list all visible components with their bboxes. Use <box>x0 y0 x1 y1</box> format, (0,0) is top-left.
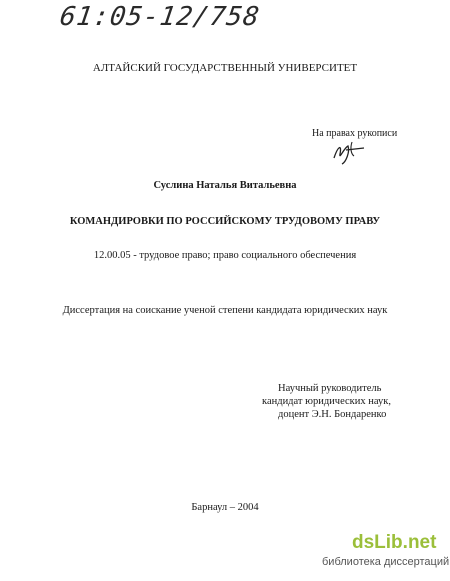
specialty-code: 12.00.05 - трудовое право; право социального обеспечения <box>93 250 357 261</box>
watermark-logo[interactable]: dsLib.net <box>352 532 437 553</box>
handwritten-signature-icon <box>330 138 370 171</box>
author-name: Суслина Наталья Витальевна <box>153 180 297 191</box>
watermark-subtitle: библиотека диссертаций <box>322 556 450 568</box>
university-name: АЛТАЙСКИЙ ГОСУДАРСТВЕННЫЙ УНИВЕРСИТЕТ <box>92 62 358 74</box>
supervisor-role: Научный руководитель <box>278 383 382 394</box>
supervisor-degree: кандидат юридических наук, <box>262 396 391 407</box>
supervisor-name: доцент Э.Н. Бондаренко <box>278 409 387 420</box>
dissertation-title: КОМАНДИРОВКИ ПО РОССИЙСКОМУ ТРУДОВОМУ ПРАВУ <box>69 216 381 227</box>
rights-note: На правах рукописи <box>312 128 398 139</box>
archive-number-handwritten: 61:05-12/758 <box>57 2 262 32</box>
degree-statement: Диссертация на соискание ученой степени кандидата юридических наук <box>62 305 388 316</box>
city-year: Барнаул – 2004 <box>191 502 259 513</box>
supervisor-block <box>258 382 391 421</box>
